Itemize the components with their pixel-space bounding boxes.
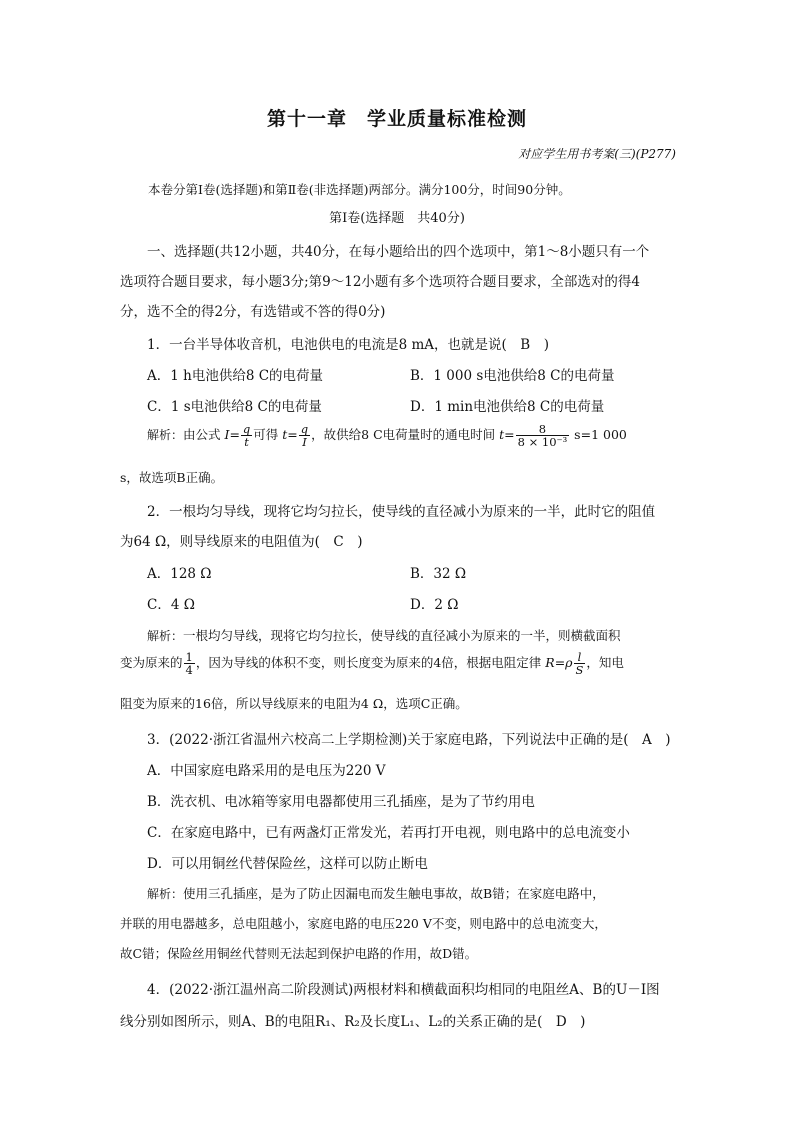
question-4-stem: 4．(2022·浙江温州高二阶段测试)两根材料和横截面积均相同的电阻丝A、B的U－I图 (147, 982, 660, 998)
question-4-stem-line: 线分别如图所示，则A、B的电阻R₁、R₂及长度L₁、L₂的关系正确的是( D ) (120, 1014, 586, 1030)
section-heading: 第Ⅰ卷(选择题 共40分) (329, 211, 465, 226)
q3-option-a: A．中国家庭电路采用的是电压为220 V (147, 763, 386, 779)
instructions-line: 一、选择题(共12小题，共40分，在每小题给出的四个选项中，第1～8小题只有一个 (147, 244, 650, 260)
q2-solution-line: 变为原来的 $\frac{1}{4}$ ，因为导线的体积不变，则长度变为原来的4倍，根据电阻定律 R=ρ $\frac{l}{S}$ ，知电 (120, 650, 624, 677)
q3-solution: 解析：使用三孔插座，是为了防止因漏电而发生触电事故，故B错；在家庭电路中， (147, 886, 605, 901)
q1-option-d: D．1 min电池供给8 C的电荷量 (410, 399, 605, 415)
q2-option-b: B．32 Ω (410, 566, 467, 582)
solution-label: 解析： (147, 428, 184, 442)
q3-option-c: C．在家庭电路中，已有两盏灯正常发光，若再打开电视，则电路中的总电流变小 (147, 825, 630, 841)
question-3-stem: 3．(2022·浙江省温州六校高二上学期检测)关于家庭电路，下列说法中正确的是( A ) (147, 732, 671, 748)
q2-option-d: D．2 Ω (410, 597, 459, 613)
exam-intro: 本卷分第Ⅰ卷(选择题)和第Ⅱ卷(非选择题)两部分。满分100分，时间90分钟。 (148, 182, 571, 197)
q1-solution: 解析：由公式 I= $\frac{q}{t}$ 可得 t= $\frac{q}{I}$ ，故供给8 C电荷量时的通电时间 t= $\frac{8}{\text{8 × 10⁻³}}$ s=1 000 (147, 422, 627, 449)
fraction: $\frac{8}{\text{8 × 10⁻³}}$ (517, 422, 568, 449)
q3-solution-line: 故C错；保险丝用铜丝代替则无法起到保护电路的作用，故D错。 (120, 946, 478, 961)
q3-option-b: B．洗衣机、电冰箱等家用电器都使用三孔插座，是为了节约用电 (147, 794, 535, 810)
solution-label: 解析： (147, 887, 184, 901)
page-title: 第十一章 学业质量标准检测 (266, 108, 527, 130)
fraction: $\frac{1}{4}$ (185, 650, 193, 677)
q2-solution: 解析：一根均匀导线，现将它均匀拉长，使导线的直径减小为原来的一半，则横截面积 (147, 628, 621, 643)
solution-label: 解析： (147, 629, 184, 643)
q3-option-d: D．可以用铜丝代替保险丝，这样可以防止断电 (147, 856, 428, 872)
q1-solution-line: s，故选项B正确。 (120, 470, 224, 485)
instructions-line: 分，选不全的得2分，有选错或不答的得0分) (120, 304, 386, 320)
q2-option-c: C．4 Ω (147, 597, 195, 613)
question-2-stem-line: 为64 Ω，则导线原来的电阻值为( C ) (120, 534, 363, 550)
fraction: $\frac{q}{I}$ (300, 422, 309, 449)
question-2-stem: 2．一根均匀导线，现将它均匀拉长，使导线的直径减小为原来的一半，此时它的阻值 (147, 504, 656, 520)
q3-solution-line: 并联的用电器越多，总电阻越小，家庭电路的电压220 V不变，则电路中的总电流变大， (120, 916, 607, 931)
q2-solution-line: 阻变为原来的16倍，所以导线原来的电阻为4 Ω，选项C正确。 (120, 696, 468, 711)
fraction: $\frac{q}{t}$ (242, 422, 251, 449)
q1-option-a: A．1 h电池供给8 C的电荷量 (147, 368, 324, 384)
q1-option-c: C．1 s电池供给8 C的电荷量 (147, 399, 322, 415)
question-1-stem: 1．一台半导体收音机，电池供电的电流是8 mA，也就是说( B ) (147, 337, 549, 353)
instructions-line: 选项符合题目要求，每小题3分;第9～12小题有多个选项符合题目要求，全部选对的得4 (120, 274, 640, 290)
reference-note: 对应学生用书考案(三)(P277) (518, 147, 676, 161)
q1-option-b: B．1 000 s电池供给8 C的电荷量 (410, 368, 615, 384)
fraction: $\frac{l}{S}$ (575, 650, 584, 677)
q2-option-a: A．128 Ω (147, 566, 212, 582)
